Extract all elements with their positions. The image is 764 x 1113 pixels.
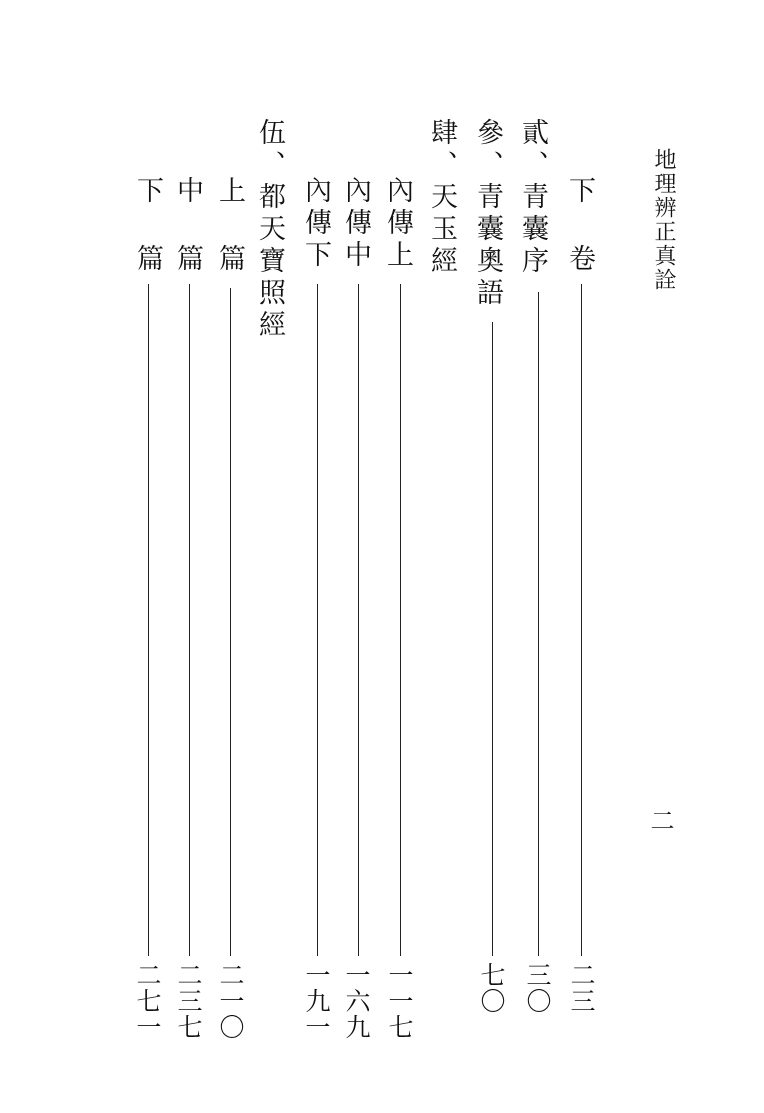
toc-entry-page: 二一〇 bbox=[216, 962, 245, 1040]
toc-entry-title: 內傳上 bbox=[382, 176, 413, 272]
toc-entry-page: 二三 bbox=[567, 962, 596, 1014]
toc-entry-page: 一一七 bbox=[385, 962, 414, 1040]
toc-entry-page: 二七一 bbox=[133, 962, 162, 1040]
toc-leader-line bbox=[400, 284, 401, 956]
toc-entry-title: 內傳中 bbox=[340, 176, 371, 272]
toc-leader-line bbox=[230, 288, 231, 956]
toc-leader-line bbox=[189, 284, 190, 956]
page-number: 二 bbox=[646, 808, 674, 832]
toc-entry-title: 中 篇 bbox=[172, 176, 203, 276]
toc-leader-line bbox=[148, 284, 149, 956]
toc-leader-line bbox=[538, 292, 539, 956]
toc-entry-title: 下 篇 bbox=[132, 176, 163, 276]
toc-entry-page: 七〇 bbox=[477, 962, 506, 1014]
toc-entry-page: 三〇 bbox=[523, 962, 552, 1014]
toc-entry-title: 參、青囊奧語 bbox=[472, 118, 503, 310]
toc-section-title: 肆、天玉經 bbox=[426, 118, 457, 278]
toc-leader-line bbox=[581, 284, 582, 956]
toc-leader-line bbox=[492, 322, 493, 956]
toc-entry-title: 貳、青囊序 bbox=[517, 118, 548, 278]
toc-leader-line bbox=[358, 284, 359, 956]
toc-entry-page: 二三七 bbox=[174, 962, 203, 1040]
toc-entry-title: 內傳下 bbox=[300, 176, 331, 272]
book-title: 地理辨正真詮 bbox=[651, 148, 676, 292]
toc-entry-title: 下 卷 bbox=[564, 176, 595, 276]
toc-entry-title: 上 篇 bbox=[214, 176, 245, 276]
toc-entry-page: 一九一 bbox=[302, 962, 331, 1040]
toc-section-title: 伍、都天寶照經 bbox=[254, 118, 285, 342]
toc-entry-page: 一六九 bbox=[342, 962, 371, 1040]
toc-leader-line bbox=[317, 284, 318, 956]
